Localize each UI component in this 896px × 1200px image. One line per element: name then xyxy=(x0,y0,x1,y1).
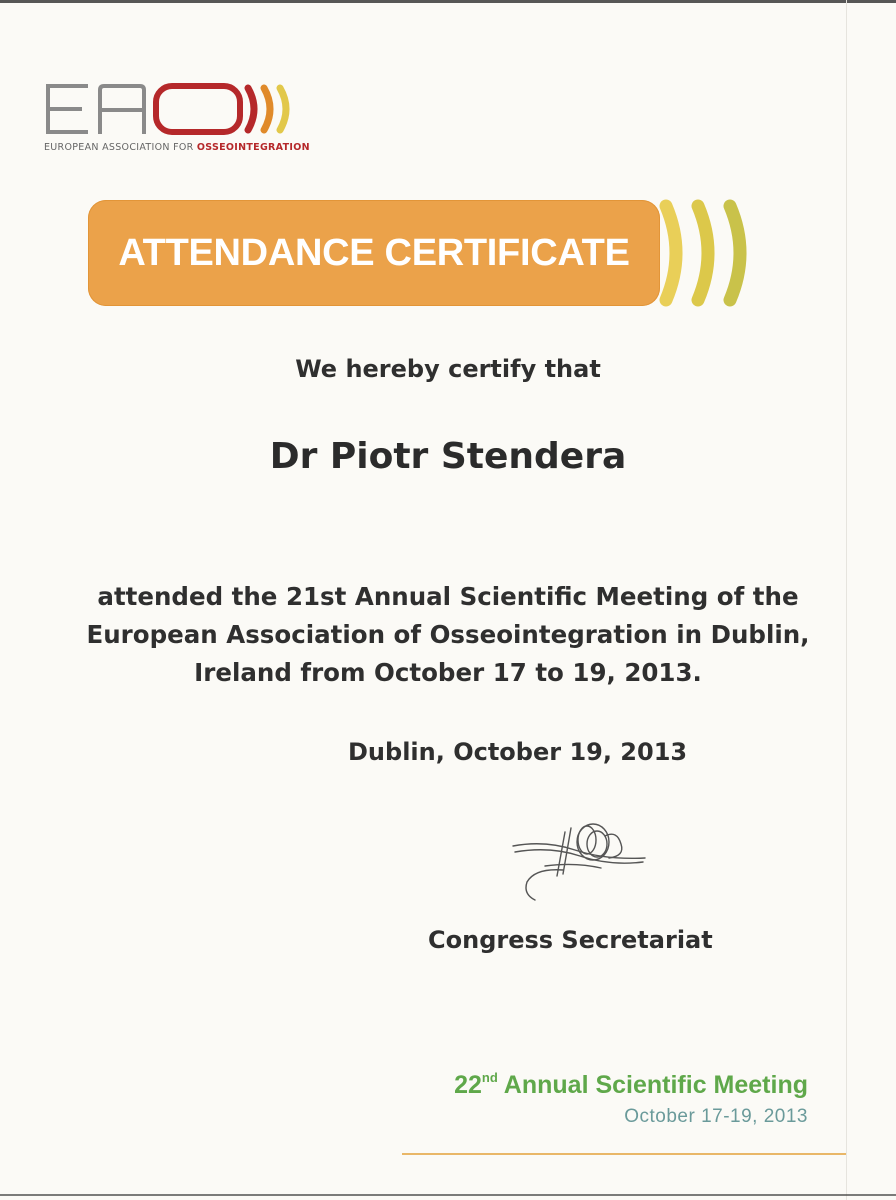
footer-divider xyxy=(402,1153,846,1155)
meeting-title-text: Annual Scientific Meeting xyxy=(497,1071,808,1099)
meeting-number: 22 xyxy=(454,1071,482,1099)
recipient-name: Dr Piotr Stendera xyxy=(269,436,627,477)
banner-waves-icon xyxy=(652,198,762,308)
signature-image xyxy=(505,810,655,905)
meeting-ordinal-suffix: nd xyxy=(481,1070,498,1085)
logo-caption-highlight: OSSEOINTEGRATION xyxy=(196,142,310,153)
top-border-line xyxy=(0,0,896,3)
certificate-title: ATTENDANCE CERTIFICATE xyxy=(118,231,630,274)
statement-line: Ireland from October 17 to 19, 2013. xyxy=(194,658,702,687)
signatory: Congress Secretariat xyxy=(428,926,713,954)
place-and-date: Dublin, October 19, 2013 xyxy=(348,738,688,766)
statement-line: attended the 21st Annual Scientific Meeting of the xyxy=(97,582,799,611)
page-edge xyxy=(846,0,847,1200)
eao-logo-mark xyxy=(44,80,314,140)
statement-line: European Association of Osseointegration in Dublin, xyxy=(86,620,810,649)
logo-caption-prefix: EUROPEAN ASSOCIATION FOR xyxy=(44,142,197,153)
next-meeting-title xyxy=(360,1070,808,1100)
eao-logo xyxy=(44,80,314,160)
certify-intro: We hereby certify that xyxy=(295,355,601,383)
certificate-banner xyxy=(88,200,660,306)
attendance-statement xyxy=(50,578,846,692)
logo-caption xyxy=(44,142,310,153)
next-meeting-dates: October 17-19, 2013 xyxy=(624,1106,808,1127)
bottom-border-line xyxy=(0,1194,896,1196)
